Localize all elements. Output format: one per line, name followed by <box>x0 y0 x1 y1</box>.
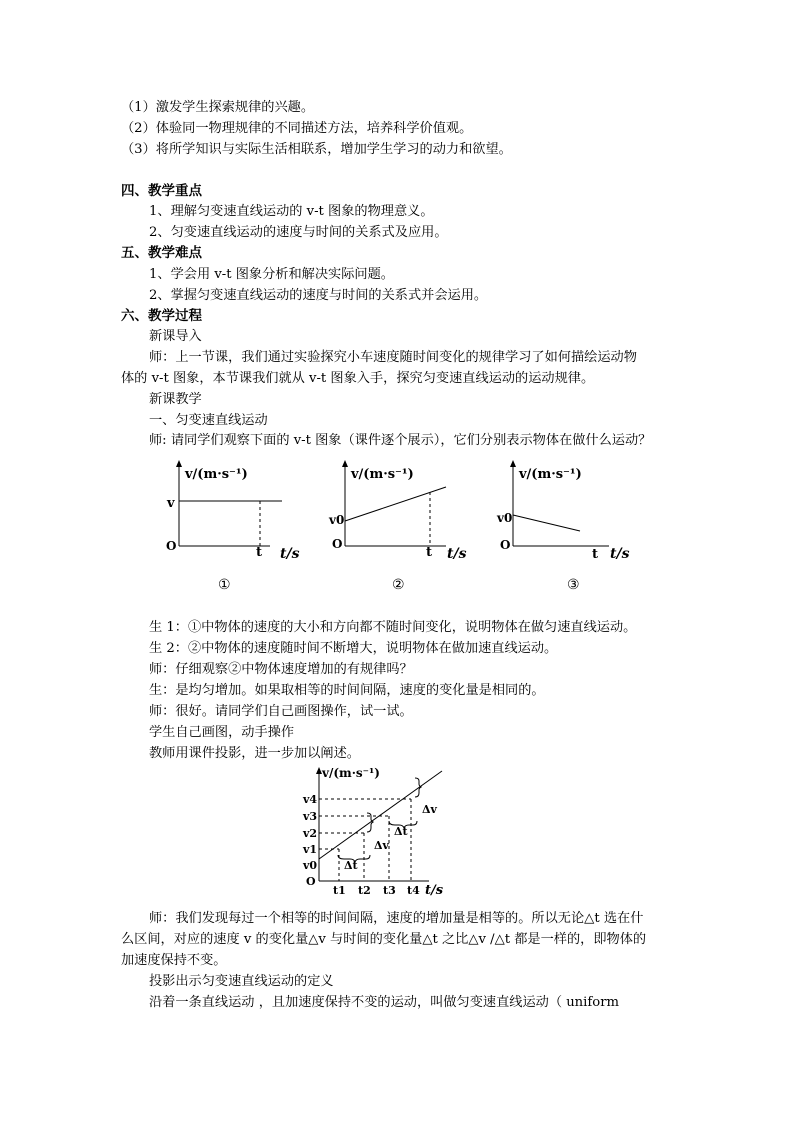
x-axis-label: t/s <box>610 546 630 562</box>
chart-label-3: ③ <box>567 577 580 593</box>
dt-label-1: Δt <box>344 859 358 872</box>
v0-label: v0 <box>303 859 318 872</box>
v4-label: v4 <box>303 793 318 806</box>
difficulties-heading: 五、教学难点 <box>121 245 202 261</box>
question: 师: 请同学们观察下面的 v-t 图象（课件逐个展示），它们分别表示物体在做什么运动？ <box>149 433 652 448</box>
v2-label: v2 <box>303 827 318 840</box>
vt-chart-decelerating <box>494 458 644 568</box>
vt-chart-increments <box>294 763 464 898</box>
chart-label-1: ① <box>218 577 231 593</box>
x-axis-label: t/s <box>425 883 444 898</box>
x-axis-label: t/s <box>447 546 467 562</box>
dialog-5: 师：很好。请同学们自己画图操作，试一试。 <box>149 704 413 719</box>
dt-label-2: Δt <box>394 825 408 838</box>
t-label: t <box>592 547 599 562</box>
t1-label: t1 <box>333 884 346 897</box>
y-axis-label: v/(m·s⁻¹) <box>519 467 582 482</box>
goal-3: （3）将所学知识与实际生活相联系，增加学生学习的动力和欲望。 <box>121 142 512 157</box>
y-axis-label: v/(m·s⁻¹) <box>185 467 248 482</box>
teach-label: 新课教学 <box>149 392 202 407</box>
goal-2: （2）体验同一物理规律的不同描述方法，培养科学价值观。 <box>121 121 473 136</box>
v-label: v <box>167 496 175 511</box>
t2-label: t2 <box>358 884 371 897</box>
dialog-6: 学生自己画图，动手操作 <box>149 725 295 740</box>
origin-label: O <box>166 539 177 553</box>
dialog-2: 生 2：②中物体的速度随时间不断增大，说明物体在做加速直线运动。 <box>149 641 558 656</box>
t-label: t <box>426 545 433 560</box>
dialog-7: 教师用课件投影，进一步加以阐述。 <box>149 746 360 761</box>
v1-label: v1 <box>303 843 318 856</box>
conclusion-line-3: 加速度保持不变。 <box>121 953 227 968</box>
vt-chart-accelerating <box>326 458 486 568</box>
dv-label-2: Δv <box>422 803 437 816</box>
dialog-4: 生：是均匀增加。如果取相等的时间间隔，速度的变化量是相同的。 <box>149 683 545 698</box>
process-heading: 六、教学过程 <box>121 308 202 324</box>
difficulty-1: 1、学会用 v-t 图象分析和解决实际问题。 <box>149 267 394 282</box>
v0-label: v0 <box>329 513 345 527</box>
vt-chart-uniform <box>160 458 310 568</box>
origin-label: O <box>306 875 316 888</box>
x-axis-label: t/s <box>280 546 300 562</box>
conclusion-line-5: 沿着一条直线运动 ，且加速度保持不变的运动，叫做匀变速直线运动（ uniform <box>149 995 620 1010</box>
conclusion-line-4: 投影出示匀变速直线运动的定义 <box>149 974 334 989</box>
key-point-1: 1、理解匀变速直线运动的 v-t 图象的物理意义。 <box>149 204 434 219</box>
y-axis-label: v/(m·s⁻¹) <box>351 467 414 482</box>
conclusion-line-1: 师：我们发现每过一个相等的时间间隔，速度的增加量是相等的。所以无论△t 选在什 <box>149 911 644 926</box>
y-axis-label: v/(m·s⁻¹) <box>322 766 380 780</box>
goal-1: （1）激发学生探索规律的兴趣。 <box>121 100 315 115</box>
origin-label: O <box>500 538 511 552</box>
t3-label: t3 <box>383 884 396 897</box>
key-points-heading: 四、教学重点 <box>121 183 202 199</box>
intro-label: 新课导入 <box>149 329 202 344</box>
difficulty-2: 2、掌握匀变速直线运动的速度与时间的关系式并会运用。 <box>149 288 488 303</box>
v0-label: v0 <box>497 511 513 525</box>
v3-label: v3 <box>303 810 318 823</box>
key-point-2: 2、匀变速直线运动的速度与时间的关系式及应用。 <box>149 225 448 240</box>
section-1-title: 一、匀变速直线运动 <box>149 413 268 428</box>
dialog-3: 师：仔细观察②中物体速度增加的有规律吗？ <box>149 662 413 677</box>
intro-line-1: 师：上一节课，我们通过实验探究小车速度随时间变化的规律学习了如何描绘运动物 <box>149 350 637 365</box>
origin-label: O <box>332 537 343 551</box>
dv-label-1: Δv <box>374 839 389 852</box>
dialog-1: 生 1：①中物体的速度的大小和方向都不随时间变化，说明物体在做匀速直线运动。 <box>149 620 637 635</box>
conclusion-line-2: 么区间，对应的速度 v 的变化量△v 与时间的变化量△t 之比△v /△t 都是一样的，即物体的 <box>121 932 647 947</box>
intro-line-2: 体的 v-t 图象，本节课我们就从 v-t 图象入手，探究匀变速直线运动的运动规律。 <box>121 371 595 386</box>
t-label: t <box>256 545 263 560</box>
t4-label: t4 <box>407 884 420 897</box>
chart-label-2: ② <box>392 577 405 593</box>
